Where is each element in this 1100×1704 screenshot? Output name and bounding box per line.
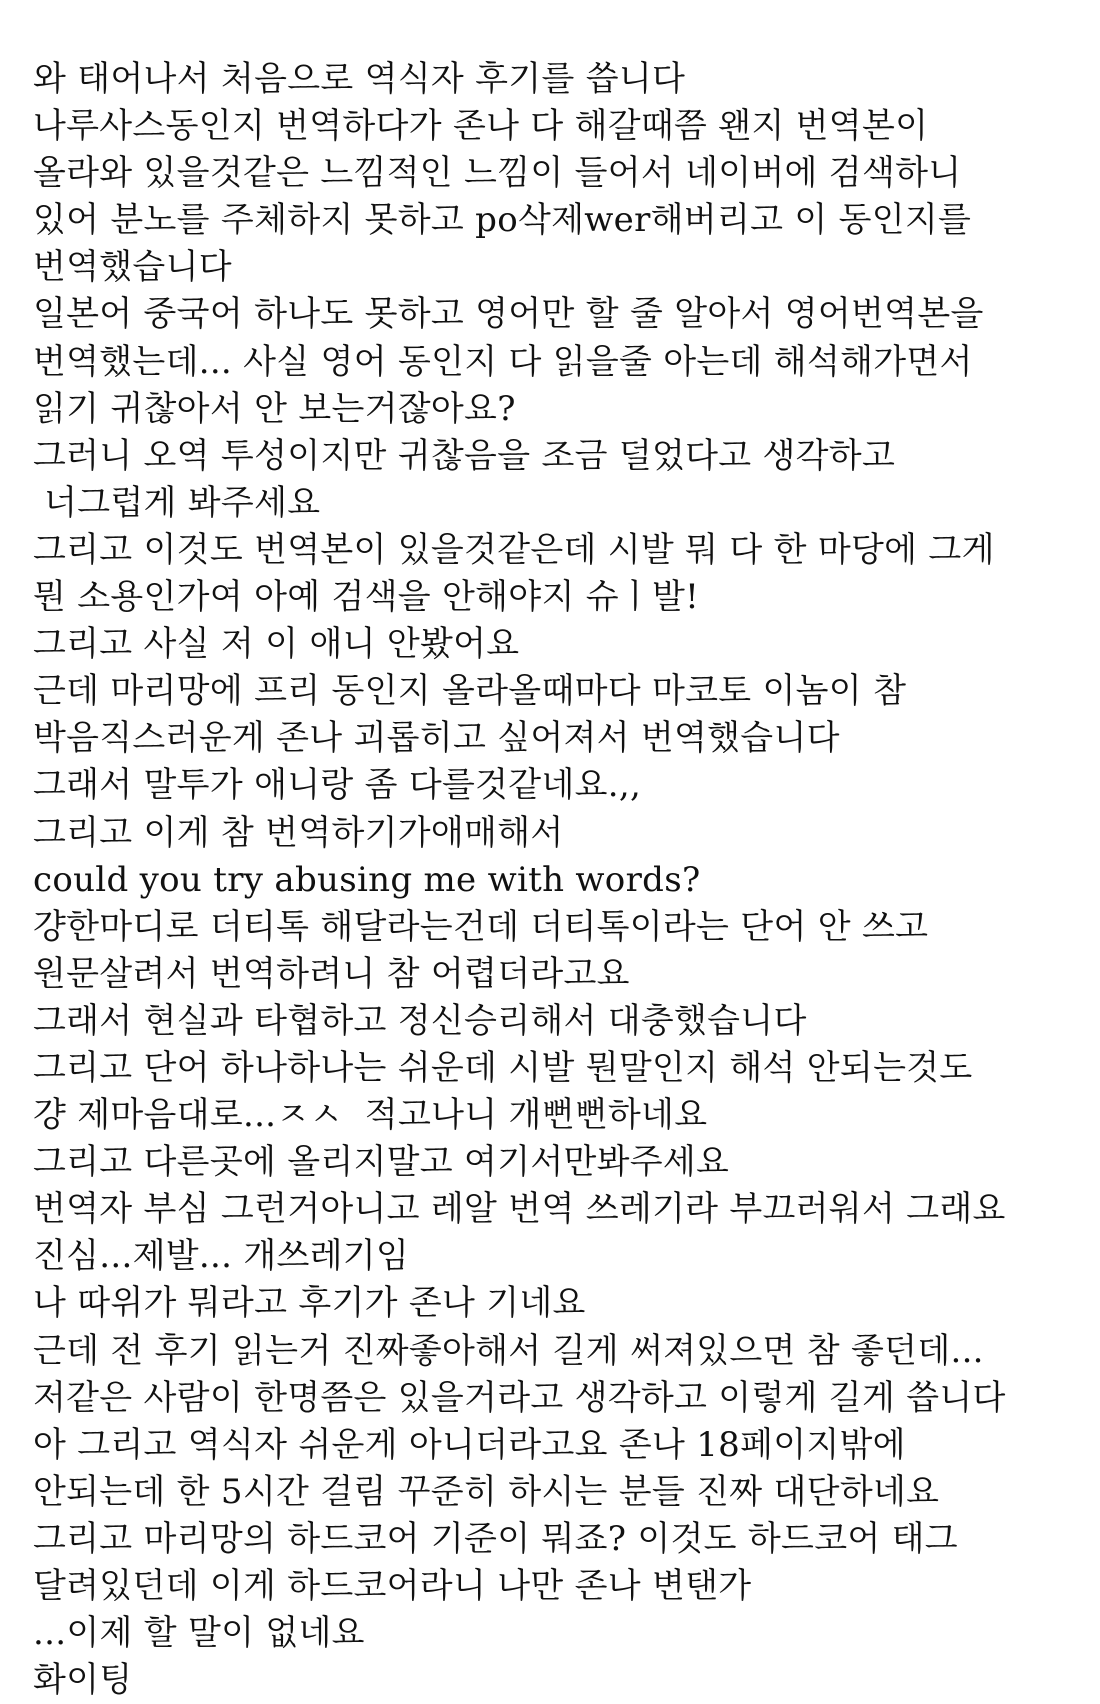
text-line: 근데 마리망에 프리 동인지 올라올때마다 마코토 이놈이 참 [33,671,907,712]
text-line: 일본어 중국어 하나도 못하고 영어만 할 줄 알아서 영어번역본을 [33,294,984,335]
afterword-text [33,56,1083,1704]
text-line: 나루사스동인지 번역하다가 존나 다 해갈때쯤 왠지 번역본이 [33,106,929,147]
text-line: 너그럽게 봐주세요 [33,482,321,523]
text-line: 걍 제마음대로...ㅈㅅ 적고나니 개뻔뻔하네요 [33,1095,708,1136]
text-line: 번역했습니다 [33,247,232,288]
text-line: 그래서 현실과 타협하고 정신승리해서 대충했습니다 [33,1000,807,1041]
text-line: 달려있던데 이게 하드코어라니 나만 존나 변탠가 [33,1566,752,1606]
text-line: 걍한마디로 더티톡 해달라는건데 더티톡이라는 단어 안 쓰고 [33,906,929,947]
text-line: 저같은 사람이 한명쯤은 있을거라고 생각하고 이렇게 길게 씁니다 [33,1377,1006,1418]
text-line: 진심...제발... 개쓰레기임 [33,1236,410,1277]
text-line: 그리고 이것도 번역본이 있을것같은데 시발 뭐 다 한 마당에 그게 [33,529,995,570]
text-line: 읽기 귀찮아서 안 보는거잖아요? [33,388,516,429]
text-line: 그리고 사실 저 이 애니 안봤어요 [33,624,520,665]
text-line: 나 따위가 뭐라고 후기가 존나 기네요 [33,1283,586,1324]
text-line: 아 그리고 역식자 쉬운게 아니더라고요 존나 18페이지밖에 [33,1424,906,1465]
text-line: 그리고 마리망의 하드코어 기준이 뭐죠? 이것도 하드코어 태그 [33,1518,958,1559]
text-line: 박음직스러운게 존나 괴롭히고 싶어져서 번역했습니다 [33,718,840,759]
text-line: could you try abusing me with words? [33,859,701,900]
text-line: 뭔 소용인가여 아예 검색을 안해야지 슈ㅣ발! [33,577,700,618]
text-line: 그래서 말투가 애니랑 좀 다를것같네요.,, [33,765,642,806]
text-line: 화이팅 [33,1660,133,1701]
text-line: 그러니 오역 투성이지만 귀찮음을 조금 덜었다고 생각하고 [33,435,896,476]
text-line: 번역했는데... 사실 영어 동인지 다 읽을줄 아는데 해석해가면서 [33,341,973,382]
text-line: 그리고 이게 참 번역하기가애매해서 [33,812,564,853]
text-line: 그리고 다른곳에 올리지말고 여기서만봐주세요 [33,1142,730,1183]
text-line: 번역자 부심 그런거아니고 레알 번역 쓰레기라 부끄러워서 그래요 [33,1189,1006,1230]
text-line: 올라와 있을것같은 느낌적인 느낌이 들어서 네이버에 검색하니 [33,153,962,194]
text-line: 그리고 단어 하나하나는 쉬운데 시발 뭔말인지 해석 안되는것도 [33,1047,973,1088]
text-line: ...이제 할 말이 없네요 [33,1613,365,1654]
text-line: 안되는데 한 5시간 걸림 꾸준히 하시는 분들 진짜 대단하네요 [33,1471,940,1512]
text-line: 와 태어나서 처음으로 역식자 후기를 씁니다 [33,59,686,99]
text-line: 원문살려서 번역하려니 참 어렵더라고요 [33,953,630,994]
text-line: 근데 전 후기 읽는거 진짜좋아해서 길게 써져있으면 참 좋던데... [33,1330,984,1371]
text-line: 있어 분노를 주체하지 못하고 po삭제wer해버리고 이 동인지를 [33,200,972,241]
